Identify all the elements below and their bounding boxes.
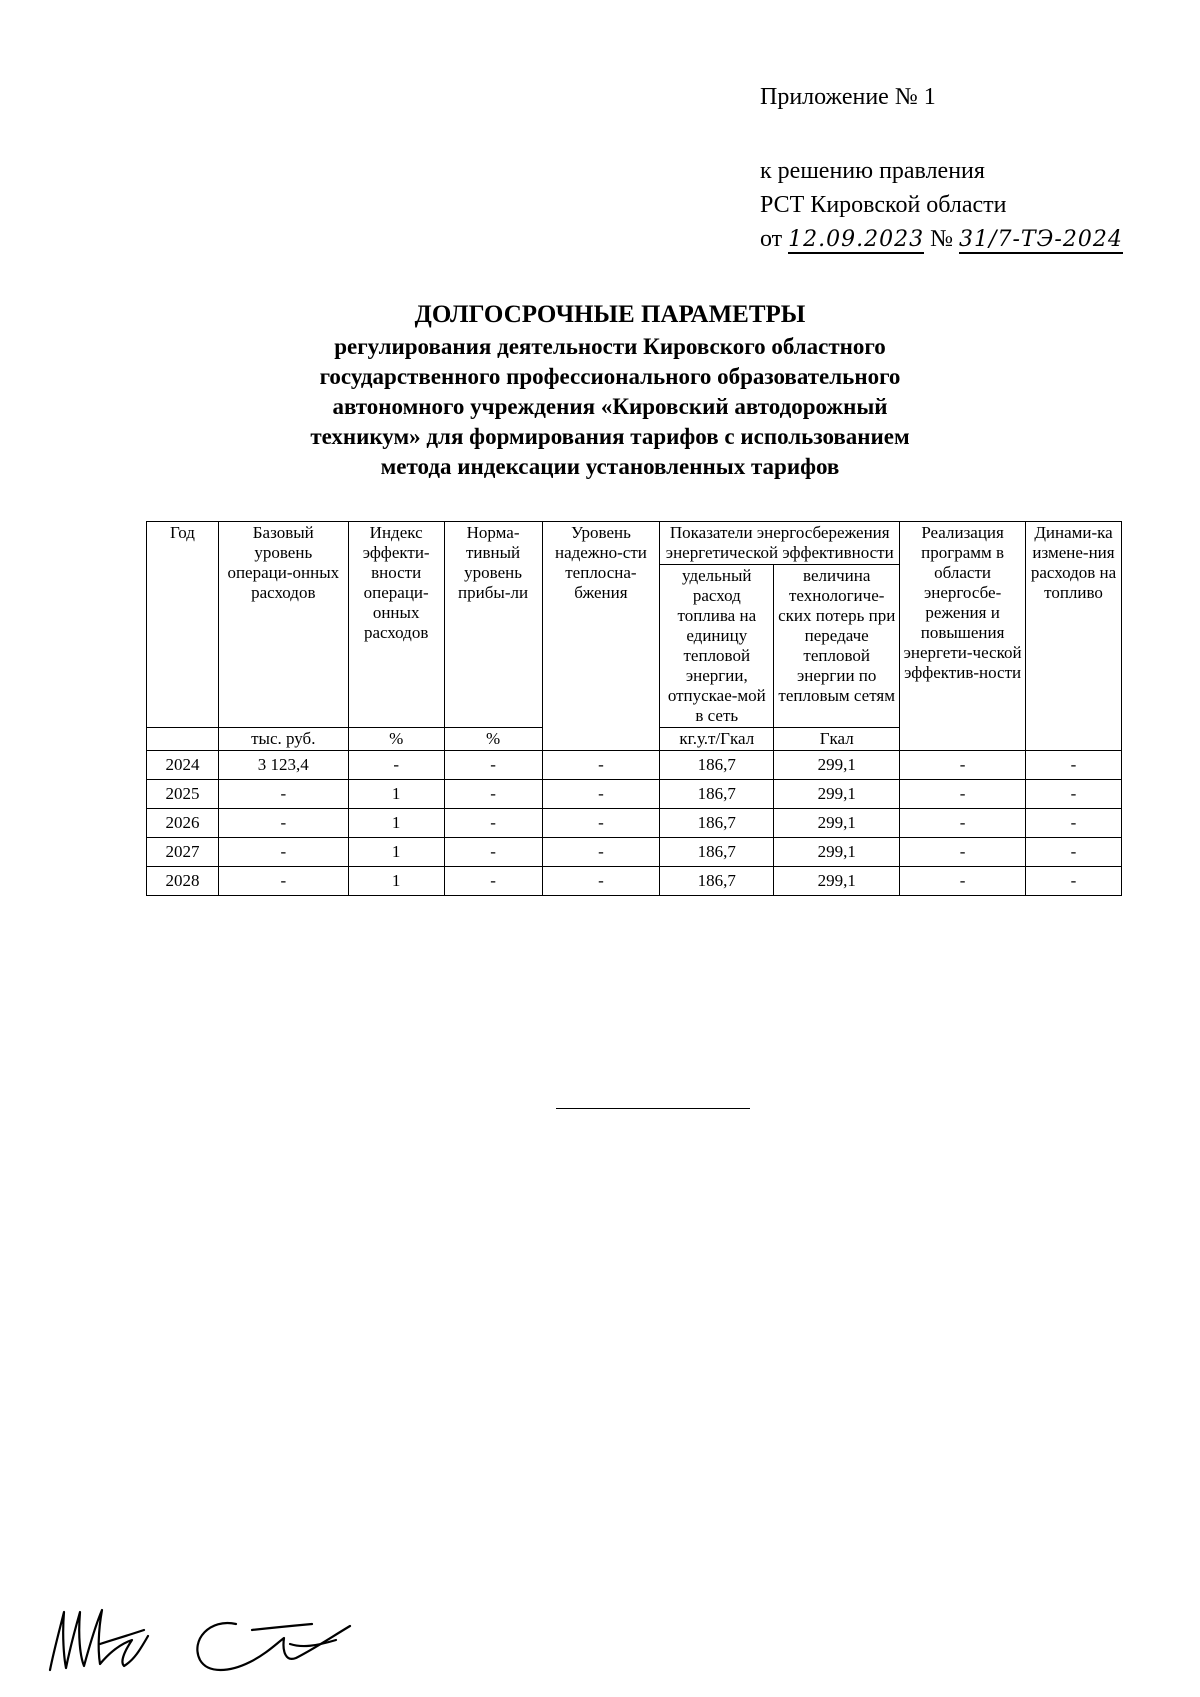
parameters-table [146, 521, 1122, 896]
cell-reliability: - [542, 867, 660, 896]
cell-losses: 299,1 [774, 751, 900, 780]
cell-year: 2024 [147, 751, 219, 780]
header-heat-losses: величина технологиче-ских потерь при передаче тепловой энергии по тепловым сетям [774, 565, 900, 728]
annex-date-line [760, 222, 1123, 257]
title-line-5: метода индексации установленных тарифов [380, 454, 840, 479]
cell-dynamics: - [1026, 838, 1122, 867]
cell-reliability: - [542, 809, 660, 838]
title-line-3: автономного учреждения «Кировский автодорожный [332, 394, 888, 419]
handwritten-signatures [40, 1600, 360, 1685]
header-year: Год [147, 522, 219, 728]
header-energy-indicators: Показатели энергосбережения энергетической эффективности [660, 522, 900, 565]
cell-programs: - [900, 751, 1026, 780]
cell-index: 1 [348, 780, 444, 809]
annex-line-decision: к решению правления [760, 158, 985, 184]
annex-title: Приложение № 1 [760, 84, 936, 110]
handwritten-date: 12.09.2023 [788, 227, 925, 252]
title-line-1: регулирования деятельности Кировского областного [334, 334, 886, 359]
unit-losses: Гкал [774, 728, 900, 751]
cell-fuel: 186,7 [660, 780, 774, 809]
cell-profit: - [444, 751, 542, 780]
title-line-4: техникум» для формирования тарифов с использованием [310, 424, 910, 449]
cell-index: 1 [348, 867, 444, 896]
cell-year: 2025 [147, 780, 219, 809]
header-programs: Реализация программ в области энергосбе-режения и повышения энергети-ческой эффектив-ности [900, 522, 1026, 751]
table-row [147, 838, 1122, 867]
date-prefix: от [760, 226, 783, 252]
signature-2 [197, 1623, 350, 1670]
cell-losses: 299,1 [774, 867, 900, 896]
cell-programs: - [900, 867, 1026, 896]
cell-programs: - [900, 809, 1026, 838]
cell-year: 2027 [147, 838, 219, 867]
cell-index: - [348, 751, 444, 780]
annex-block [760, 80, 1123, 257]
unit-index: % [348, 728, 444, 751]
table-row [147, 751, 1122, 780]
cell-programs: - [900, 838, 1026, 867]
unit-base: тыс. руб. [218, 728, 348, 751]
number-prefix: № [930, 226, 954, 252]
cell-profit: - [444, 809, 542, 838]
table-row [147, 809, 1122, 838]
header-row-1 [147, 522, 1122, 565]
cell-dynamics: - [1026, 751, 1122, 780]
header-normative-profit: Норма-тивный уровень прибы-ли [444, 522, 542, 728]
cell-fuel: 186,7 [660, 751, 774, 780]
unit-year [147, 728, 219, 751]
cell-fuel: 186,7 [660, 838, 774, 867]
cell-reliability: - [542, 780, 660, 809]
header-base-costs: Базовый уровень операци-онных расходов [218, 522, 348, 728]
annex-line-authority: РСТ Кировской области [760, 192, 1007, 218]
title-line-2: государственного профессионального образовательного [319, 364, 901, 389]
table-row [147, 780, 1122, 809]
cell-dynamics: - [1026, 867, 1122, 896]
cell-index: 1 [348, 838, 444, 867]
cell-base: 3 123,4 [218, 751, 348, 780]
header-reliability: Уровень надежно-сти теплосна-бжения [542, 522, 660, 751]
cell-base: - [218, 867, 348, 896]
table-row [147, 867, 1122, 896]
signature-1 [50, 1610, 148, 1670]
cell-programs: - [900, 780, 1026, 809]
header-fuel-dynamics: Динами-ка измене-ния расходов на топливо [1026, 522, 1122, 751]
unit-profit: % [444, 728, 542, 751]
title-main: ДОЛГОСРОЧНЫЕ ПАРАМЕТРЫ [414, 301, 806, 328]
cell-losses: 299,1 [774, 809, 900, 838]
cell-profit: - [444, 867, 542, 896]
cell-profit: - [444, 838, 542, 867]
cell-losses: 299,1 [774, 838, 900, 867]
end-separator-line [556, 1108, 750, 1109]
cell-year: 2028 [147, 867, 219, 896]
cell-year: 2026 [147, 809, 219, 838]
cell-profit: - [444, 780, 542, 809]
header-specific-fuel: удельный расход топлива на единицу тепловой энергии, отпускае-мой в сеть [660, 565, 774, 728]
unit-fuel: кг.у.т/Гкал [660, 728, 774, 751]
cell-index: 1 [348, 809, 444, 838]
cell-dynamics: - [1026, 780, 1122, 809]
cell-base: - [218, 809, 348, 838]
cell-losses: 299,1 [774, 780, 900, 809]
header-efficiency-index: Индекс эффекти-вности операци-онных расходов [348, 522, 444, 728]
cell-fuel: 186,7 [660, 867, 774, 896]
handwritten-number: 31/7-ТЭ-2024 [959, 227, 1123, 252]
cell-fuel: 186,7 [660, 809, 774, 838]
cell-dynamics: - [1026, 809, 1122, 838]
document-title [230, 300, 990, 482]
cell-base: - [218, 780, 348, 809]
cell-reliability: - [542, 751, 660, 780]
cell-base: - [218, 838, 348, 867]
cell-reliability: - [542, 838, 660, 867]
